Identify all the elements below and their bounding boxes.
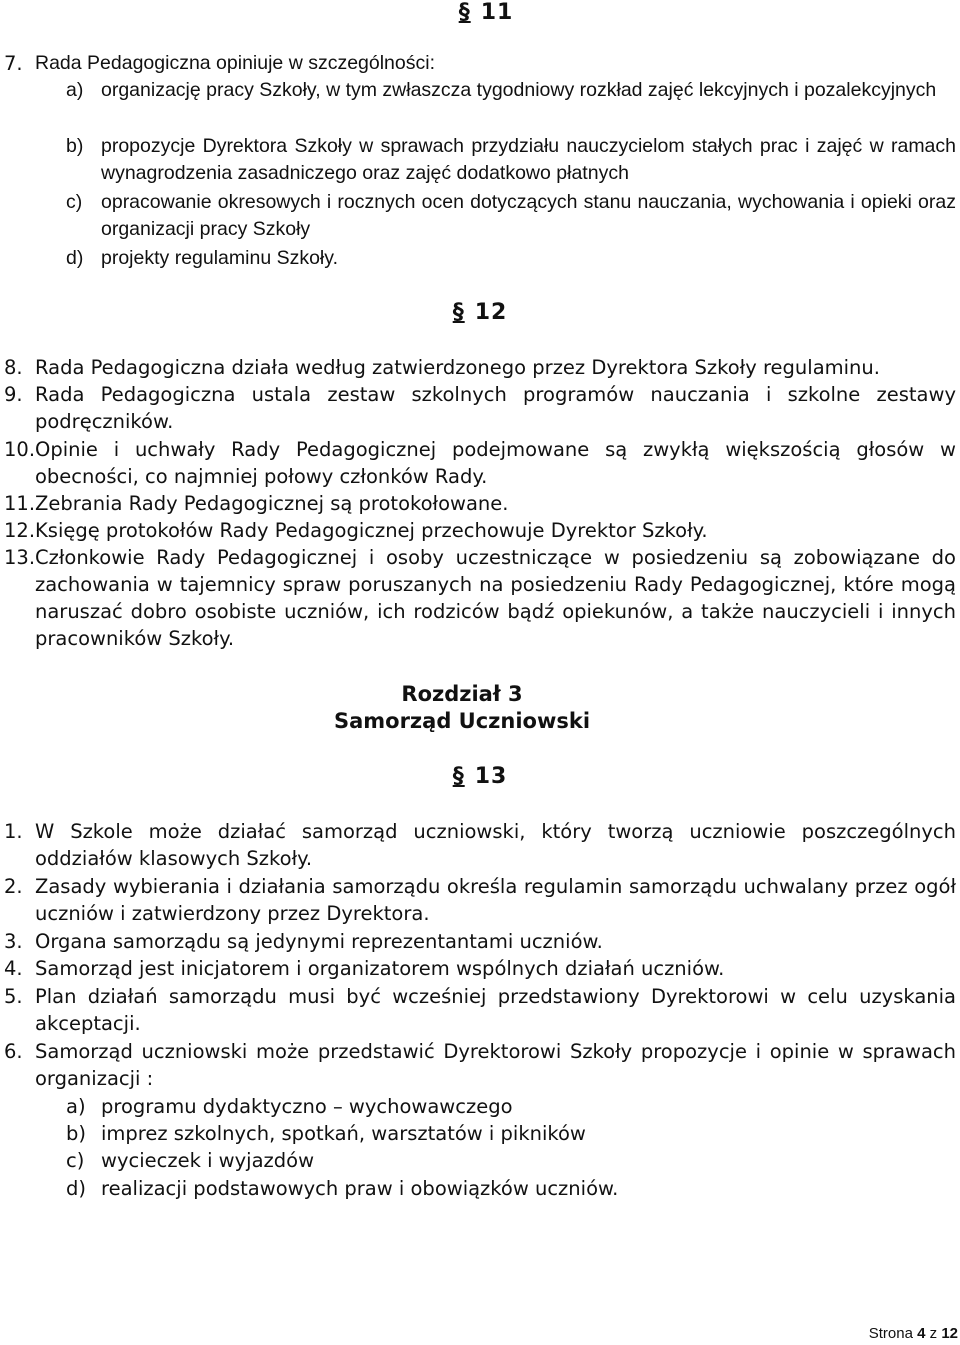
paragraph-text: W Szkole może działać samorząd uczniowski, który tworzą uczniowie poszczególnych oddziałów klasowych Szkoły. — [35, 820, 956, 870]
section-sign: § — [458, 0, 471, 25]
chapter-number: Rozdział 3 — [401, 682, 523, 706]
list-text: opracowanie okresowych i rocznych ocen dotyczących stanu nauczania, wychowania i opieki oraz organizacji pracy Szkoły — [101, 191, 956, 240]
paragraph-number: 10. — [4, 438, 36, 461]
paragraph-7 — [4, 50, 956, 77]
paragraph-text: Zasady wybierania i działania samorządu określa regulamin samorządu uchwalany przez ogół uczniów i zatwierdzony przez Dyrektora. — [35, 875, 956, 925]
footer-separator: z — [929, 1325, 938, 1342]
paragraph-text: Rada Pedagogiczna działa według zatwierdzonego przez Dyrektora Szkoły regulaminu. — [35, 356, 880, 379]
paragraph-s3 — [4, 928, 956, 955]
list-item-6a — [66, 1093, 956, 1120]
paragraph-number: 2. — [4, 875, 23, 898]
paragraph-text: Organa samorządu są jedynymi reprezentantami uczniów. — [35, 930, 603, 953]
section-heading-13 — [0, 764, 960, 789]
paragraph-text: Księgę protokołów Rady Pedagogicznej przechowuje Dyrektor Szkoły. — [35, 519, 708, 542]
list-text: realizacji podstawowych praw i obowiązków uczniów. — [101, 1177, 619, 1200]
paragraph-number: 3. — [4, 930, 23, 953]
list-label: d) — [66, 247, 84, 269]
chapter-title: Samorząd Uczniowski — [333, 709, 591, 733]
list-label: b) — [66, 135, 84, 157]
section-number: 12 — [474, 300, 508, 325]
paragraph-number: 4. — [4, 957, 23, 980]
list-label: c) — [66, 191, 83, 213]
paragraph-s4 — [4, 955, 956, 982]
paragraph-s2 — [4, 873, 956, 927]
paragraph-9 — [4, 381, 956, 435]
list-item-7b — [66, 133, 956, 187]
list-text: imprez szkolnych, spotkań, warsztatów i pikników — [101, 1122, 586, 1145]
list-item-6d — [66, 1175, 956, 1202]
paragraph-s5 — [4, 983, 956, 1037]
paragraph-s1 — [4, 818, 956, 872]
list-item-7a — [66, 77, 956, 104]
paragraph-text: Zebrania Rady Pedagogicznej są protokołowane. — [35, 492, 509, 515]
section-heading-11 — [0, 0, 960, 25]
paragraph-number: 12. — [4, 519, 36, 542]
paragraph-10 — [4, 436, 956, 490]
list-label: d) — [66, 1177, 86, 1200]
footer-prefix: Strona — [868, 1325, 913, 1342]
paragraph-number: 11. — [4, 492, 36, 515]
list-text: programu dydaktyczno – wychowawczego — [101, 1095, 513, 1118]
paragraph-text: Plan działań samorządu musi być wcześniej przedstawiony Dyrektorowi w celu uzyskania akceptacji. — [35, 985, 956, 1035]
paragraph-11 — [4, 490, 956, 517]
paragraph-number: 6. — [4, 1040, 23, 1063]
section-sign: § — [452, 300, 465, 325]
paragraph-number: 5. — [4, 985, 23, 1008]
list-label: a) — [66, 79, 84, 101]
section-number: 11 — [480, 0, 514, 25]
paragraph-8 — [4, 354, 956, 381]
paragraph-s6 — [4, 1038, 956, 1092]
paragraph-text: Samorząd jest inicjatorem i organizatorem wspólnych działań uczniów. — [35, 957, 725, 980]
section-sign: § — [452, 764, 465, 789]
list-item-7d — [66, 245, 956, 272]
paragraph-text: Rada Pedagogiczna opiniuje w szczególności: — [35, 52, 435, 74]
section-number: 13 — [474, 764, 508, 789]
list-text: propozycje Dyrektora Szkoły w sprawach przydziału nauczycielom stałych prac i zajęć w ramach wynagrodzenia zasadniczego oraz zajęć dodatkowo płatnych — [101, 135, 956, 184]
list-text: wycieczek i wyjazdów — [101, 1149, 315, 1172]
list-label: b) — [66, 1122, 86, 1145]
paragraph-text: Opinie i uchwały Rady Pedagogicznej podejmowane są zwykłą większością głosów w obecności, co najmniej połowy członków Rady. — [35, 438, 956, 488]
list-label: a) — [66, 1095, 86, 1118]
paragraph-number: 7. — [4, 52, 23, 75]
paragraph-text: Rada Pedagogiczna ustala zestaw szkolnych programów nauczania i szkolne zestawy podręczników. — [35, 383, 956, 433]
paragraph-text: Samorząd uczniowski może przedstawić Dyrektorowi Szkoły propozycje i opinie w sprawach organizacji : — [35, 1040, 956, 1090]
paragraph-number: 8. — [4, 356, 23, 379]
list-text: organizację pracy Szkoły, w tym zwłaszcza tygodniowy rozkład zajęć lekcyjnych i pozalekcyjnych — [101, 79, 937, 101]
paragraph-12 — [4, 517, 956, 544]
section-heading-12 — [0, 300, 960, 325]
paragraph-text: Członkowie Rady Pedagogicznej i osoby uczestniczące w posiedzeniu są zobowiązane do zachowania w tajemnicy spraw poruszanych na posiedzeniu Rady Pedagogicznej, które mogą naruszać dobro osobiste uczniów, ich rodziców bądź opiekunów, a także nauczycieli i innych pracowników Szkoły. — [35, 546, 956, 650]
paragraph-number: 13. — [4, 546, 36, 569]
paragraph-13 — [4, 544, 956, 652]
list-text: projekty regulaminu Szkoły. — [101, 247, 338, 269]
list-item-7c — [66, 189, 956, 243]
paragraph-number: 1. — [4, 820, 23, 843]
footer-total-pages: 12 — [941, 1325, 958, 1342]
list-item-6b — [66, 1120, 956, 1147]
footer-page-number: 4 — [917, 1325, 926, 1342]
paragraph-number: 9. — [4, 383, 23, 406]
list-item-6c — [66, 1147, 956, 1174]
page-footer — [869, 1325, 958, 1342]
list-label: c) — [66, 1149, 85, 1172]
